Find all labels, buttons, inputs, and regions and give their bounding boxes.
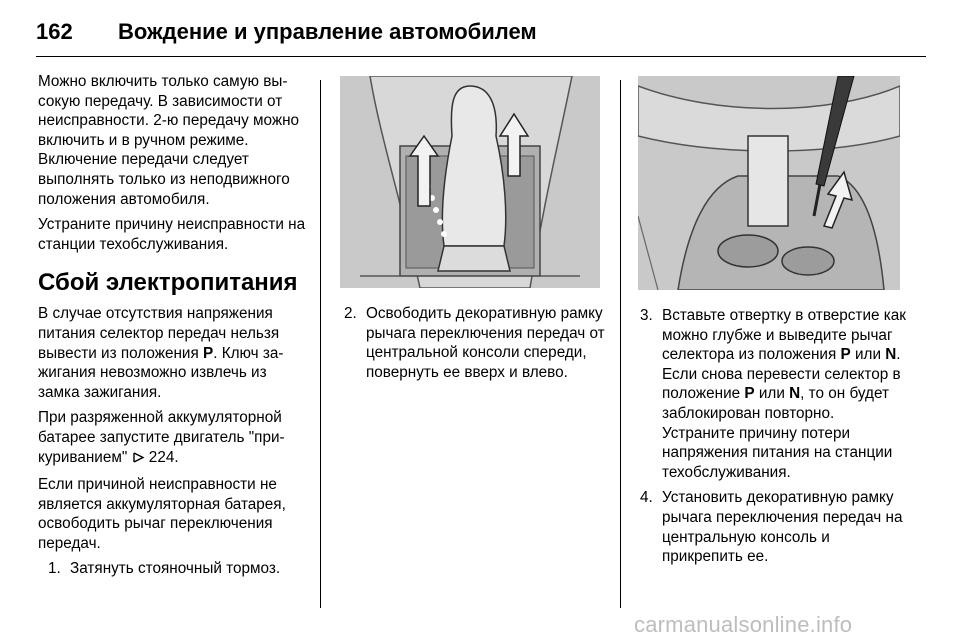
step-text: Установить декоративную рамку рычага переключения передач на центральную консоль и прикрепить ее. — [662, 489, 903, 566]
step-number: 3. — [640, 307, 653, 324]
step-text — [662, 306, 906, 482]
paragraph-1: Можно включить только самую высокую передачу. В зависимости от неисправности. 2-ю передачу можно включить и в ручном режиме. Включение передачи следует выполнять только из неподвижного положения автомобиля. — [38, 73, 300, 208]
step-3-or-2: или — [754, 385, 790, 403]
gear-position-n: N — [885, 346, 897, 364]
gear-position-p: P — [203, 344, 214, 362]
column-2 — [344, 304, 606, 382]
step-number: 4. — [640, 489, 653, 507]
gear-position-p-2: P — [744, 385, 755, 403]
screwdriver-release-illustration — [638, 76, 900, 290]
paragraph-5: Если причиной неисправности не является аккумуляторная батарея, освободить рычаг переключения передач. — [38, 476, 286, 552]
step-text: Освободить декоративную рамку рычага переключения передач от центральной консоли спереди, повернуть ее вверх и влево. — [366, 305, 605, 381]
paragraph-3-text-a: В случае отсутствия напряжения питания селектор передач нельзя вывести из положения — [38, 305, 280, 362]
gear-lever-trim-illustration — [340, 76, 600, 288]
list-item-step-2 — [344, 304, 606, 382]
step-number: 1. — [48, 560, 61, 578]
paragraph-4-text-a: При разряженной аккумуляторной батарее запустите двигатель "прикуриванием" — [38, 409, 285, 466]
column-3 — [640, 306, 906, 567]
paragraph-3-text-c: . Ключ зажигания невозможно извлечь из замка зажигания. — [38, 344, 284, 401]
paragraph-2: Устраните причину неисправности на станции техобслуживания. — [38, 216, 306, 253]
column-divider-1 — [320, 80, 321, 608]
page-header — [36, 18, 924, 58]
step-3-or: или — [850, 346, 886, 364]
step-3-text-b: . Если снова перевести селектор в положение — [662, 346, 901, 403]
page-ref-number: 224. — [144, 448, 179, 466]
header-rule — [36, 56, 926, 57]
step-number: 2. — [344, 305, 357, 322]
section-heading: Сбой электропитания — [38, 269, 298, 297]
page-number: 162 — [36, 19, 73, 44]
column-1 — [38, 72, 308, 579]
column-divider-2 — [620, 80, 621, 608]
list-item-step-4 — [640, 488, 906, 566]
gear-position-p: P — [840, 346, 851, 364]
step-3-text-c: , то он будет заблокирован повторно. Устраните причину потери напряжения питания на станции техобслуживания. — [662, 385, 893, 481]
list-item-step-1 — [48, 559, 308, 579]
page-title: Вождение и управление автомобилем — [118, 19, 537, 44]
list-item-step-3 — [640, 306, 906, 482]
watermark: carmanualsonline.info — [634, 612, 853, 637]
page-ref-icon[interactable] — [132, 450, 145, 470]
step-text: Затянуть стояночный тормоз. — [70, 560, 281, 578]
paragraph-4 — [38, 408, 308, 469]
gear-position-n-2: N — [789, 385, 801, 403]
paragraph-3 — [38, 304, 308, 402]
step-3-text-a: Вставьте отвертку в отверстие как можно глубже и выведите рычаг селектора из положения — [662, 307, 906, 364]
